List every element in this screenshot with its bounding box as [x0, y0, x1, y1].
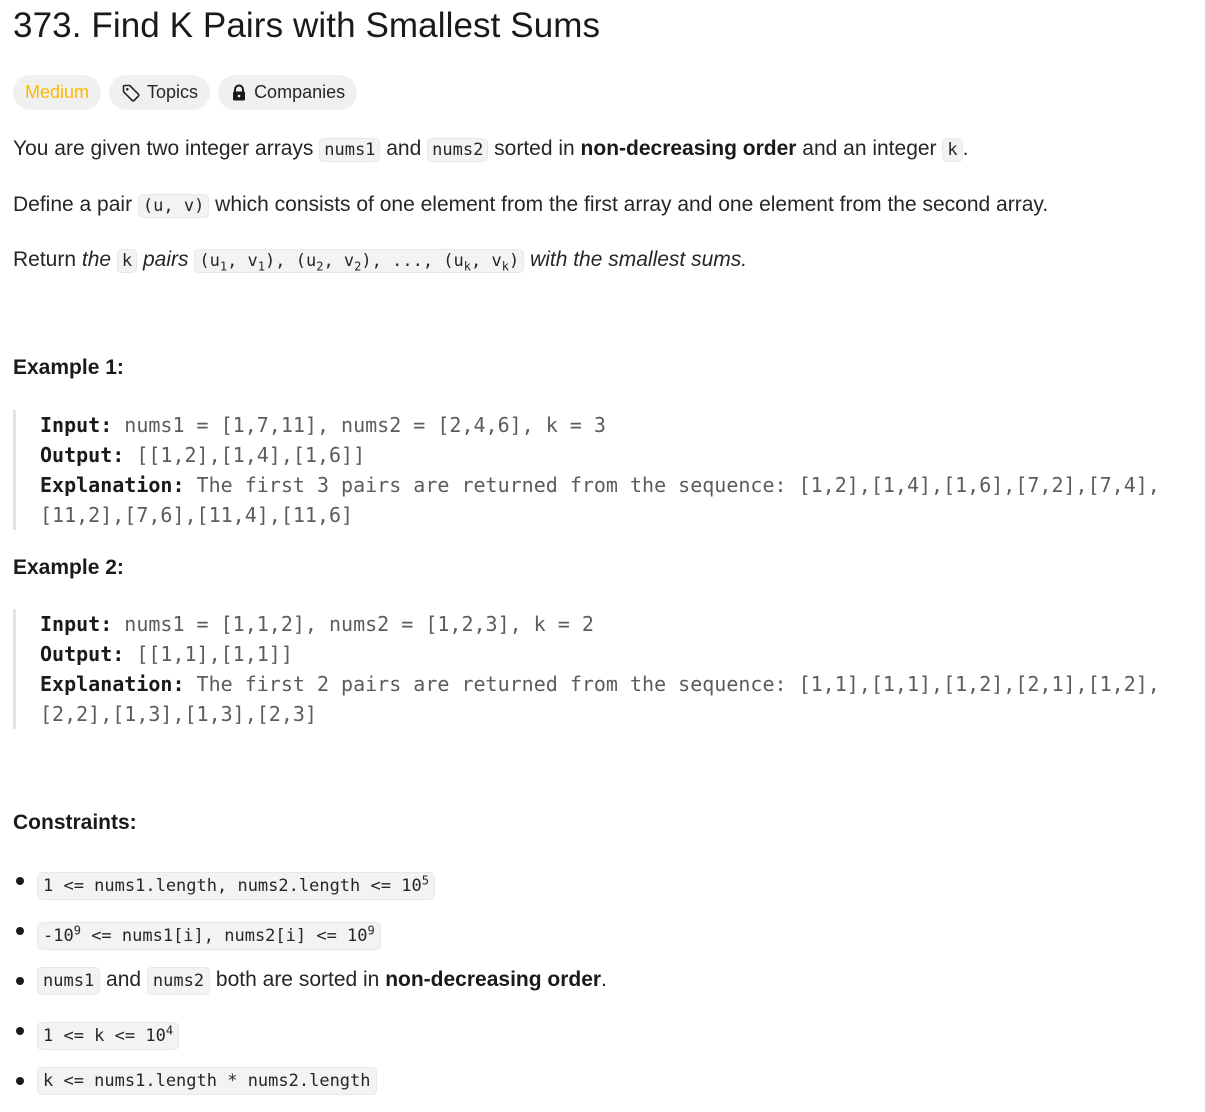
code-part: ), (u: [265, 251, 317, 271]
example-output-line: [40, 639, 1163, 669]
code-part: -10: [43, 925, 74, 946]
constraint-item: [13, 1012, 607, 1062]
code-part: , v: [323, 251, 355, 271]
topics-button[interactable]: [109, 75, 210, 110]
text: You are given two integer arrays: [13, 137, 320, 160]
output-value: [[1,1],[1,1]]: [124, 642, 293, 666]
bold-text: non-decreasing order: [385, 968, 602, 991]
input-value: nums1 = [1,7,11], nums2 = [2,4,6], k = 3: [112, 413, 606, 437]
explanation-value: The first 2 pairs are returned from the sequence: [1,1],[1,1],[1,2],[2,1],[1,2],[2,2],[1,3],[1,3],[2,3]: [40, 672, 1160, 726]
output-label: Output:: [40, 443, 125, 467]
output-value: [[1,2],[1,4],[1,6]]: [124, 443, 366, 467]
subscript: 2: [354, 259, 362, 274]
code-k: k: [117, 249, 137, 273]
difficulty-badge: [13, 75, 101, 110]
description-paragraph-3: [13, 245, 747, 281]
example-output-line: [40, 440, 1163, 470]
input-label: Input:: [40, 413, 113, 437]
example-input-line: [40, 609, 1163, 639]
subscript: 1: [219, 259, 228, 274]
code-pairs-list: [194, 249, 524, 273]
text: .: [962, 137, 969, 160]
code-part: , v: [471, 251, 502, 271]
example-1-heading: Example 1:: [13, 356, 124, 379]
text: and: [100, 968, 147, 991]
tag-icon: [121, 83, 141, 103]
example-2-block: [13, 609, 1163, 729]
code-part: <= nums1[i], nums2[i] <= 10: [80, 925, 368, 946]
italic-text: the: [81, 248, 112, 271]
code-part: (u: [199, 251, 220, 271]
constraint-code: [37, 922, 381, 950]
text: and an integer: [796, 137, 943, 160]
code-k: k: [942, 138, 962, 162]
code-part: ): [508, 251, 520, 271]
constraint-item: [13, 962, 607, 1012]
code-part: 1 <= k <= 10: [43, 1025, 166, 1046]
companies-button[interactable]: [218, 75, 357, 110]
topics-label: Topics: [147, 82, 199, 102]
text: Define a pair: [13, 193, 138, 216]
subscript: k: [463, 259, 471, 274]
bold-text: non-decreasing order: [580, 137, 797, 160]
text: which consists of one element from the first array and one element from the second array.: [209, 193, 1049, 216]
italic-text: with the smallest sums.: [524, 248, 748, 271]
superscript: 4: [165, 1023, 174, 1037]
text: sorted in: [488, 137, 581, 160]
code-nums1: nums1: [319, 138, 380, 162]
constraint-item: [13, 912, 607, 962]
constraints-list: [13, 862, 607, 1112]
problem-tags: [13, 75, 1192, 111]
text: Return: [13, 248, 82, 271]
explanation-label: Explanation:: [40, 473, 185, 497]
superscript: 9: [73, 923, 81, 937]
input-label: Input:: [40, 612, 113, 636]
example-2-heading: Example 2:: [13, 556, 124, 579]
text: and: [380, 137, 428, 160]
subscript: 1: [257, 259, 266, 274]
example-explanation-line: [40, 470, 1163, 530]
description-paragraph-1: [13, 134, 968, 165]
code-part: , v: [227, 251, 258, 271]
difficulty-label: Medium: [25, 82, 90, 102]
explanation-label: Explanation:: [40, 672, 185, 696]
code-nums2: nums2: [147, 967, 210, 995]
constraint-item: [13, 862, 607, 912]
superscript: 9: [367, 923, 375, 937]
constraint-code: [37, 1022, 179, 1050]
superscript: 5: [421, 873, 429, 887]
code-part: 1 <= nums1.length, nums2.length <= 10: [43, 875, 422, 896]
problem-title: 373. Find K Pairs with Smallest Sums: [13, 6, 601, 45]
example-explanation-line: [40, 669, 1163, 729]
subscript: 2: [316, 259, 324, 274]
companies-label: Companies: [254, 82, 346, 102]
constraints-heading: Constraints:: [13, 811, 137, 834]
input-value: nums1 = [1,1,2], nums2 = [1,2,3], k = 2: [112, 612, 594, 636]
explanation-value: The first 3 pairs are returned from the sequence: [1,2],[1,4],[1,6],[7,2],[7,4],[11,2],[7,6],[11,4],[11,6]: [40, 473, 1160, 527]
subscript: k: [501, 259, 509, 274]
code-nums1: nums1: [37, 967, 100, 995]
description-paragraph-2: [13, 190, 1048, 221]
text: both are sorted in: [210, 968, 386, 991]
lock-icon: [230, 84, 248, 102]
constraint-code: [37, 872, 435, 900]
constraint-item: [13, 1062, 607, 1112]
code-pair: (u, v): [138, 194, 209, 218]
output-label: Output:: [40, 642, 125, 666]
example-input-line: [40, 410, 1163, 440]
example-1-block: [13, 410, 1163, 530]
constraint-code: k <= nums1.length * nums2.length: [37, 1067, 377, 1095]
italic-text: pairs: [137, 248, 195, 271]
code-part: ), ..., (u: [361, 251, 464, 271]
code-nums2: nums2: [427, 138, 488, 162]
text: .: [601, 968, 607, 991]
